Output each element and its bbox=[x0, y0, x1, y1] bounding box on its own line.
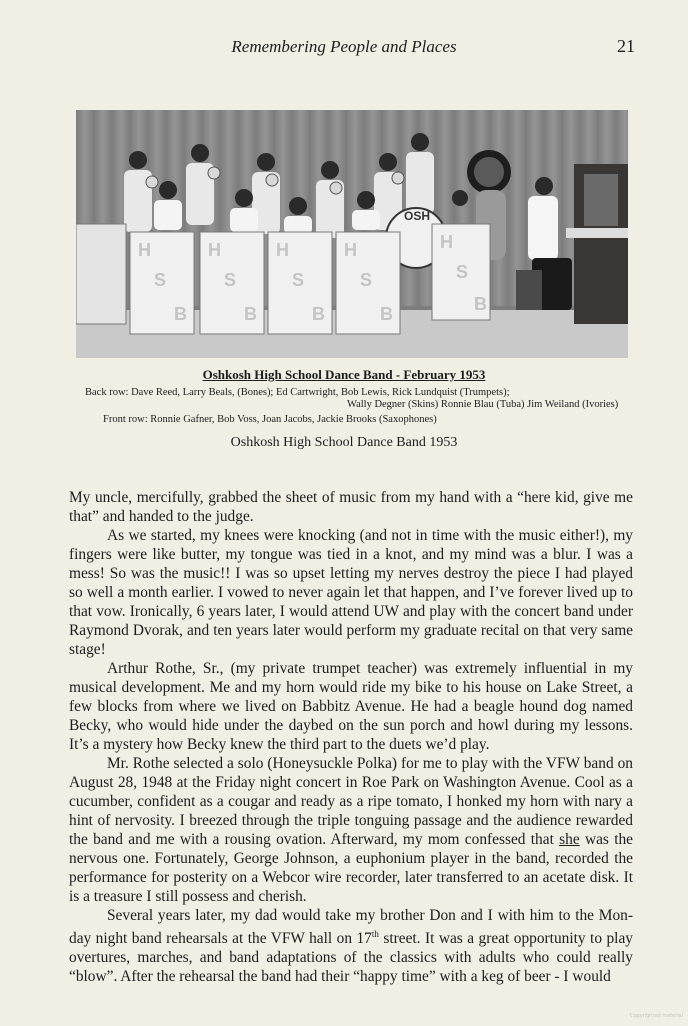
photo-subcaption: Oshkosh High School Dance Band 1953 bbox=[230, 435, 458, 450]
running-title: Remembering People and Places bbox=[231, 37, 457, 56]
photo-caption-back-row-1: Back row: Dave Reed, Larry Beals, (Bones); Ed Cartwright, Bob Lewis, Rick Lundquist (Trumpets); bbox=[85, 387, 510, 398]
paragraph-5 bbox=[69, 906, 633, 986]
stand-letter-b: B bbox=[244, 304, 257, 324]
emphasized-word: she bbox=[559, 831, 580, 848]
drum-label: OSH bbox=[404, 209, 431, 223]
band-photo-illustration bbox=[76, 110, 628, 358]
paragraph-4-text-b: was the nervous one. Fortunately, George Johnson, a euphonium player in the band, recorded the performance for posterity on a Webcor wire recorder, later transferred to an acetate disk. It is a treasure I still possess and cherish. bbox=[69, 831, 633, 905]
stand-letter-s: S bbox=[154, 270, 167, 290]
stand-letter-b: B bbox=[380, 304, 393, 324]
photo-caption-title: Oshkosh High School Dance Band - February 1953 bbox=[202, 367, 486, 382]
stand-letter-s: S bbox=[292, 270, 305, 290]
stand-letter-h: H bbox=[208, 240, 221, 260]
copyright-watermark: Copyrighted material bbox=[630, 1013, 684, 1019]
body-text bbox=[69, 488, 633, 986]
paragraph-4 bbox=[69, 754, 633, 906]
paragraph-5-text-b: street. It was a great opportunity to play overtures, marches, and band adaptations of the classics with adults who could really “blow”. After the rehearsal the band had their “happy time” with a keg of beer - I would bbox=[69, 930, 633, 986]
stand-letter-s: S bbox=[224, 270, 237, 290]
paragraph-3: Arthur Rothe, Sr., (my private trumpet teacher) was extremely influential in my musical development. Me and my horn would ride my bike to his house on Lake Street, a few blocks from where we lived on Babbitz Avenue. He had a beagle hound dog named Becky, who would hide under the daybed on the sun porch and howl during my lessons. It’s a mystery how Becky knew the third part to the duets we’d play. bbox=[69, 660, 633, 753]
stand-letter-b: B bbox=[312, 304, 325, 324]
stand-letter-s: S bbox=[456, 262, 469, 282]
page-number: 21 bbox=[617, 36, 635, 56]
photo-caption-back-row-2: Wally Degner (Skins) Ronnie Blau (Tuba) Jim Weiland (Ivories) bbox=[347, 399, 619, 410]
paragraph-5-text-a: Several years later, my dad would take my brother Don and I with him to the Mon-day night band rehearsals at the VFW hall on 17 bbox=[69, 907, 633, 948]
photo-caption-front-row: Front row: Ronnie Gafner, Bob Voss, Joan Jacobs, Jackie Brooks (Saxophones) bbox=[103, 414, 437, 425]
stand-letter-h: H bbox=[276, 240, 289, 260]
stand-letter-b: B bbox=[474, 294, 487, 314]
stand-letter-h: H bbox=[138, 240, 151, 260]
paragraph-1: My uncle, mercifully, grabbed the sheet of music from my hand with a “here kid, give me that” and handed to the judge. bbox=[69, 489, 633, 525]
stand-letter-b: B bbox=[174, 304, 187, 324]
paragraph-2: As we started, my knees were knocking (and not in time with the music either!), my fingers were like butter, my tongue was tied in a knot, and my mind was a blur. I was a mess! So was the music!! I was so upset letting my nerves destroy the piece I had played so well a month earlier. I vowed to never again let that happen, and I’ve forever lived up to that vow. Ironically, 6 years later, I would attend UW and play with the concert band under Raymond Dvorak, and ten years later would perform my graduate recital on that very same stage! bbox=[69, 527, 633, 658]
paragraph-4-text-a: Mr. Rothe selected a solo (Honeysuckle Polka) for me to play with the VFW band on August 28, 1948 at the Friday night concert in Roe Park on Washington Avenue. Cool as a cucumber, confident as a cougar and ready as a ripe tomato, I honked my horn with nary a hint of nervosity. I breezed through the triple tonguing passage and the audience rewarded the band and me with a rousing ovation. Afterward, my mom confessed that bbox=[69, 755, 633, 848]
band-photo bbox=[76, 110, 628, 358]
ordinal-suffix: th bbox=[371, 929, 379, 939]
stand-letter-h: H bbox=[440, 232, 453, 252]
stand-letter-s: S bbox=[360, 270, 373, 290]
stand-letter-h: H bbox=[344, 240, 357, 260]
